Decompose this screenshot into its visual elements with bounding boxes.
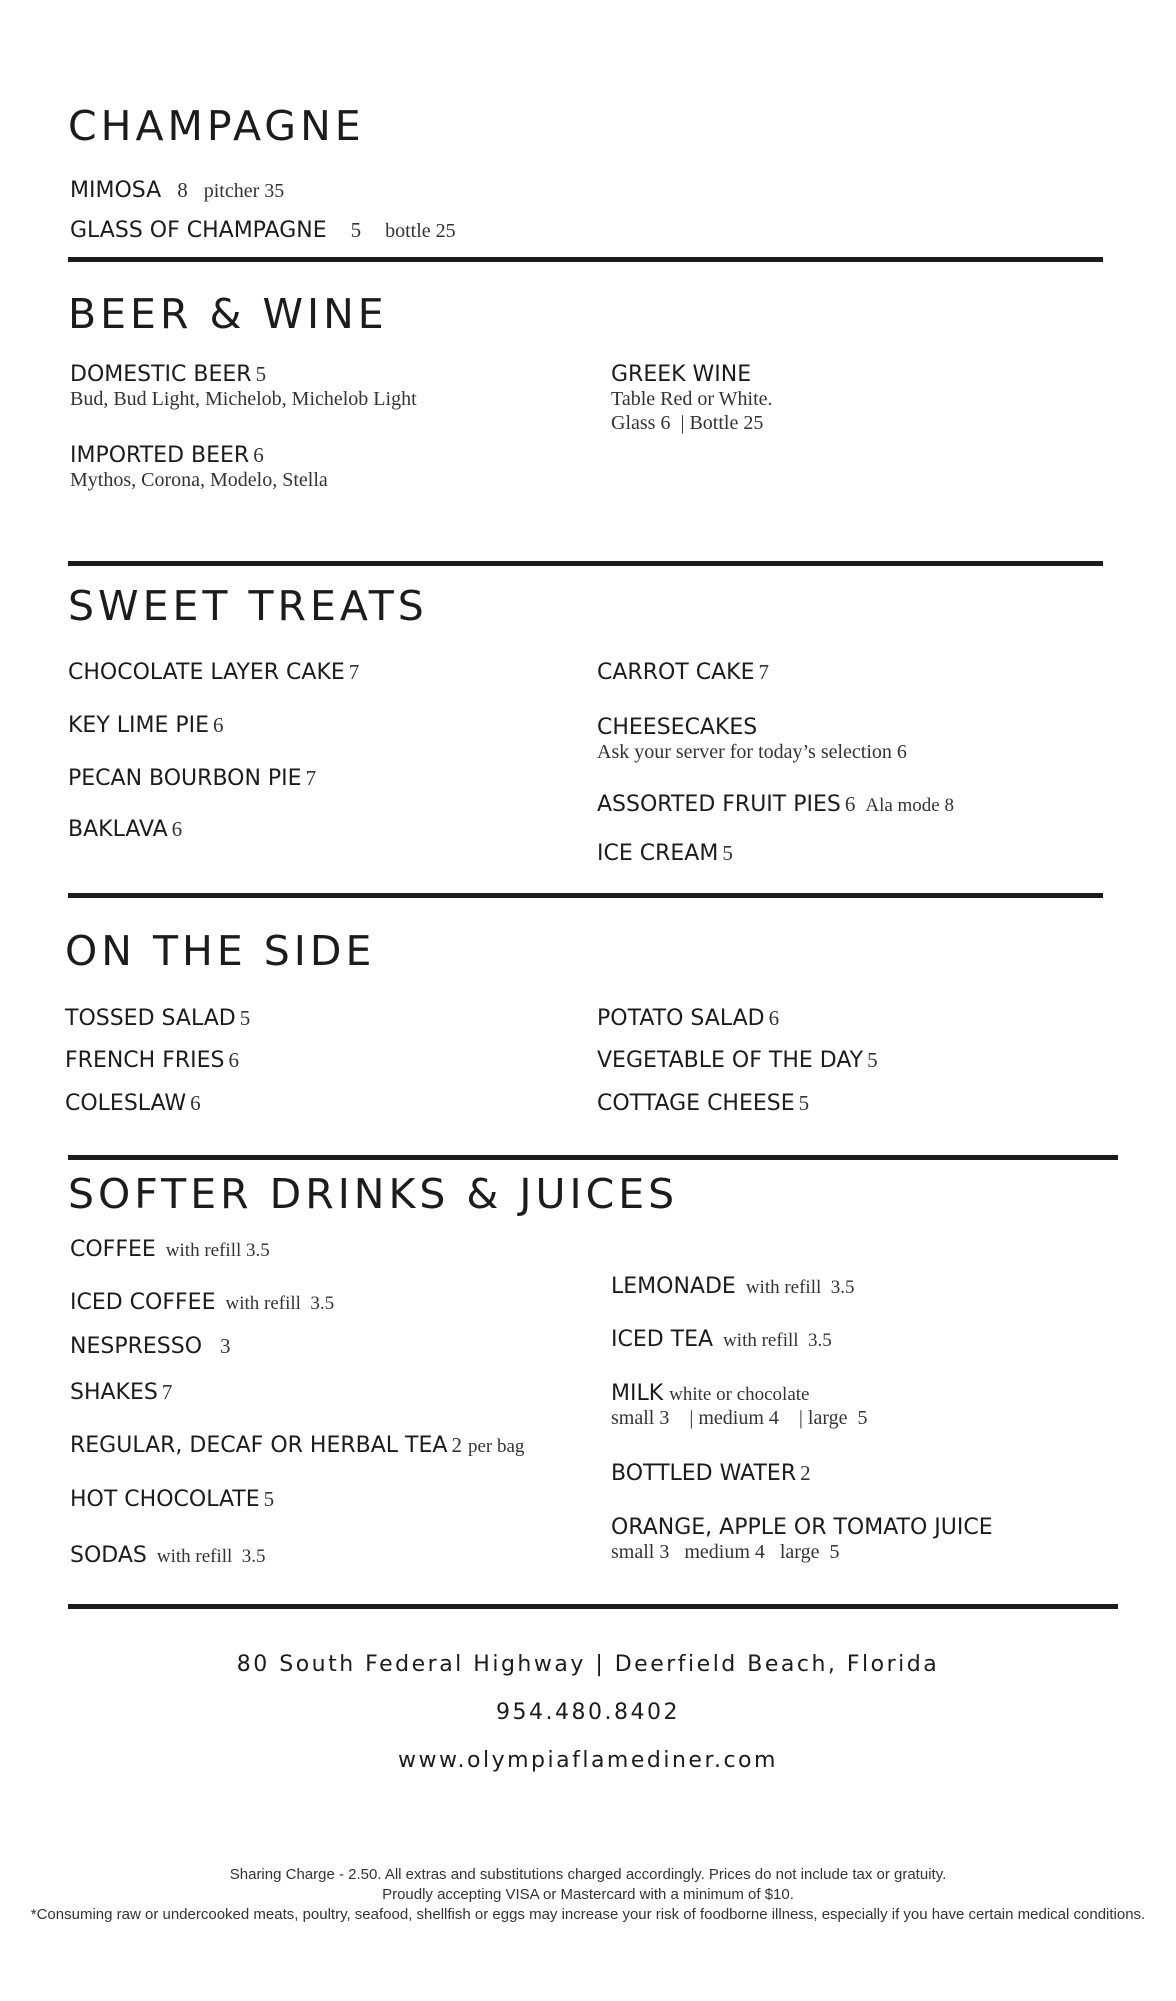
item-name: CARROT CAKE [597, 660, 755, 685]
menu-item-hot-chocolate [70, 1487, 274, 1512]
menu-item-potato-salad [597, 1006, 779, 1031]
item-name: HOT CHOCOLATE [70, 1487, 260, 1512]
item-name: CHOCOLATE LAYER CAKE [68, 660, 345, 685]
item-name: ICED COFFEE [70, 1290, 216, 1315]
item-name: VEGETABLE OF THE DAY [597, 1048, 864, 1073]
section-divider [68, 561, 1103, 566]
beer-wine-title: BEER & WINE [68, 290, 388, 338]
item-description: Bud, Bud Light, Michelob, Michelob Light [70, 388, 417, 411]
item-prices: Glass 6 | Bottle 25 [611, 412, 764, 435]
item-description: Table Red or White. [611, 388, 773, 411]
item-name: ICE CREAM [597, 841, 719, 866]
item-note: with refill 3.5 [745, 1277, 855, 1298]
section-divider [68, 893, 1103, 898]
menu-item-chocolate-layer-cake [68, 660, 359, 685]
menu-item-bottled-water [611, 1461, 811, 1486]
item-price: 7 [758, 660, 769, 684]
menu-item-coleslaw [65, 1091, 201, 1116]
item-name: BOTTLED WATER [611, 1461, 797, 1486]
payment-note: Proudly accepting VISA or Mastercard with a minimum of $10. [382, 1886, 794, 1903]
item-sizes: small 3 | medium 4 | large 5 [611, 1407, 868, 1430]
item-name: TOSSED SALAD [65, 1006, 236, 1031]
item-note: per bag [467, 1436, 525, 1457]
section-divider [68, 1155, 1118, 1160]
menu-item-pecan-bourbon-pie [68, 766, 316, 791]
item-price: 6 [253, 443, 264, 467]
item-name: SHAKES [70, 1380, 158, 1405]
menu-item-greek-wine [611, 362, 773, 435]
section-divider [68, 257, 1103, 262]
item-price: 6 [190, 1091, 201, 1115]
item-name: REGULAR, DECAF OR HERBAL TEA [70, 1433, 448, 1458]
item-sizes: small 3 medium 4 large 5 [611, 1541, 840, 1564]
menu-item-shakes [70, 1380, 172, 1405]
menu-item-nespresso [70, 1334, 231, 1359]
menu-item-milk [611, 1381, 868, 1430]
restaurant-website: www.olympiaflamediner.com [398, 1748, 778, 1773]
item-name: CHEESECAKES [597, 715, 758, 740]
menu-item-tea [70, 1433, 524, 1458]
item-price: 6 [844, 792, 856, 816]
item-name: PECAN BOURBON PIE [68, 766, 302, 791]
item-note: white or chocolate [669, 1384, 810, 1405]
item-price: 7 [161, 1380, 173, 1404]
menu-item-assorted-fruit-pies [597, 792, 954, 817]
menu-item-cottage-cheese [597, 1091, 809, 1116]
champagne-title: CHAMPAGNE [68, 102, 365, 150]
menu-item-juice [611, 1515, 993, 1564]
item-name: ICED TEA [611, 1327, 714, 1352]
menu-item-imported-beer [70, 443, 328, 492]
item-name: DOMESTIC BEER [70, 362, 252, 387]
item-price: 5 [722, 841, 733, 865]
item-name: COTTAGE CHEESE [597, 1091, 795, 1116]
item-price: 5 [350, 218, 362, 242]
item-note: pitcher 35 [203, 180, 285, 202]
on-the-side-title: ON THE SIDE [65, 927, 376, 975]
item-note: with refill 3.5 [225, 1293, 335, 1314]
restaurant-phone: 954.480.8402 [496, 1700, 680, 1725]
item-price: 5 [255, 362, 267, 386]
item-price: 6 [228, 1048, 239, 1072]
item-price: 7 [305, 766, 317, 790]
menu-item-lemonade [611, 1274, 855, 1299]
menu-item-mimosa [70, 178, 284, 203]
section-divider [68, 1604, 1118, 1609]
food-safety-disclaimer: *Consuming raw or undercooked meats, poultry, seafood, shellfish or eggs may increase your risk of foodborne illness, especially if you have certain medical conditions. [30, 1906, 1146, 1923]
menu-item-glass-of-champagne [70, 218, 456, 243]
item-price: 2 [451, 1433, 462, 1457]
item-name: NESPRESSO [70, 1334, 203, 1359]
item-description: Ask your server for today’s selection 6 [597, 741, 907, 764]
menu-item-tossed-salad [65, 1006, 250, 1031]
item-price: 5 [239, 1006, 251, 1030]
menu-item-iced-tea [611, 1327, 832, 1352]
item-price: 5 [263, 1487, 275, 1511]
menu-item-vegetable-of-the-day [597, 1048, 878, 1073]
menu-item-iced-coffee [70, 1290, 334, 1315]
item-price: 7 [348, 660, 360, 684]
item-note: with refill 3.5 [156, 1546, 266, 1567]
item-name: MILK [611, 1381, 664, 1406]
item-price: 6 [213, 713, 224, 737]
item-name: ORANGE, APPLE OR TOMATO JUICE [611, 1515, 993, 1540]
restaurant-address: 80 South Federal Highway | Deerfield Beach, Florida [236, 1652, 940, 1677]
item-name: SODAS [70, 1543, 147, 1568]
menu-item-ice-cream [597, 841, 733, 866]
item-name: IMPORTED BEER [70, 443, 250, 468]
menu-item-french-fries [65, 1048, 239, 1073]
item-price: 6 [768, 1006, 780, 1030]
item-note: bottle 25 [385, 220, 456, 242]
item-description: Mythos, Corona, Modelo, Stella [70, 469, 328, 492]
sharing-charge-note: Sharing Charge - 2.50. All extras and substitutions charged accordingly. Prices do not include tax or gratuity. [229, 1866, 947, 1883]
item-note: with refill 3.5 [723, 1330, 832, 1351]
item-note: Ala mode 8 [865, 795, 954, 816]
item-price: 8 [177, 178, 188, 202]
item-name: KEY LIME PIE [68, 713, 210, 738]
item-name: BAKLAVA [68, 817, 168, 842]
item-name: LEMONADE [611, 1274, 736, 1299]
item-name: GLASS OF CHAMPAGNE [70, 218, 327, 243]
item-price: 5 [867, 1048, 878, 1072]
item-price: 3 [220, 1334, 231, 1358]
menu-item-sodas [70, 1543, 266, 1568]
menu-item-domestic-beer [70, 362, 417, 411]
drinks-title: SOFTER DRINKS & JUICES [68, 1170, 679, 1218]
item-name: FRENCH FRIES [65, 1048, 225, 1073]
item-name: MIMOSA [70, 178, 162, 203]
item-price: 5 [798, 1091, 810, 1115]
menu-item-cheesecakes [597, 715, 907, 764]
item-name: COFFEE [70, 1237, 156, 1262]
item-name: ASSORTED FRUIT PIES [597, 792, 841, 817]
item-name: POTATO SALAD [597, 1006, 765, 1031]
item-name: GREEK WINE [611, 362, 752, 387]
menu-item-baklava [68, 817, 182, 842]
sweet-treats-title: SWEET TREATS [68, 582, 428, 630]
item-name: COLESLAW [65, 1091, 187, 1116]
item-price: 2 [800, 1461, 811, 1485]
item-price: 6 [171, 817, 183, 841]
item-note: with refill 3.5 [165, 1240, 270, 1261]
menu-item-key-lime-pie [68, 713, 224, 738]
menu-item-coffee [70, 1237, 270, 1262]
menu-item-carrot-cake [597, 660, 769, 685]
